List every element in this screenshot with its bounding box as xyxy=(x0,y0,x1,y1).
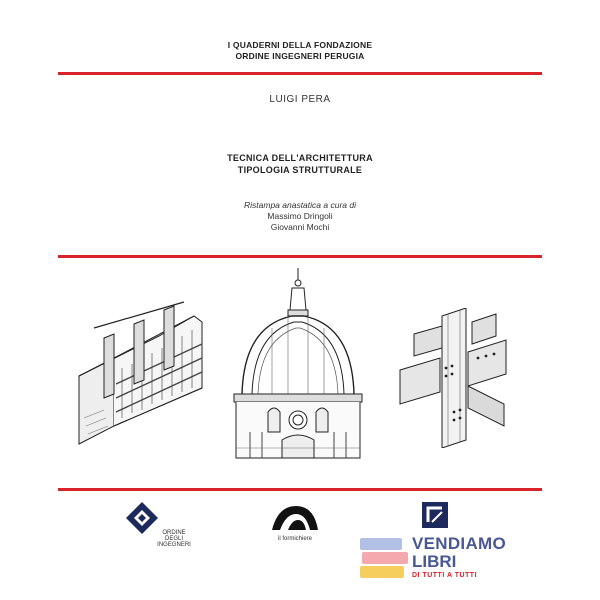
edition-line-1: Ristampa anastatica a cura di xyxy=(244,200,356,210)
divider-1 xyxy=(58,72,542,75)
book-title xyxy=(58,152,542,176)
dome-section-illustration xyxy=(228,262,368,462)
title-line-2: TIPOLOGIA STRUTTURALE xyxy=(237,165,363,175)
divider-3 xyxy=(58,488,542,491)
series-line-1: I QUADERNI DELLA FONDAZIONE xyxy=(227,40,373,50)
author-name: LUIGI PERA xyxy=(269,94,331,105)
editor-1: Massimo Dringoli xyxy=(267,211,333,221)
watermark-line-3: DI TUTTI A TUTTI xyxy=(412,572,478,579)
book-stack-icon xyxy=(360,538,408,584)
edition-credits xyxy=(58,200,542,233)
series-line-2: ORDINE INGEGNERI PERUGIA xyxy=(235,51,365,61)
formichiere-logo xyxy=(268,500,322,534)
divider-2 xyxy=(58,255,542,258)
editor-2: Giovanni Mochi xyxy=(270,222,330,232)
watermark-line-2: LIBRI xyxy=(412,552,457,571)
order-engineers-caption: ORDINE DEGLI INGEGNERI xyxy=(157,530,191,548)
foundation-logo xyxy=(420,500,450,530)
watermark-line-1: VENDIAMO xyxy=(412,534,507,553)
formichiere-caption: il formichiere xyxy=(277,536,312,542)
trench-foundation-illustration xyxy=(74,298,214,448)
title-line-1: TECNICA DELL'ARCHITETTURA xyxy=(227,153,373,163)
steel-joint-illustration xyxy=(394,308,534,448)
vendiamo-libri-watermark xyxy=(360,532,507,588)
book-cover xyxy=(58,0,542,600)
series-title xyxy=(58,40,542,62)
